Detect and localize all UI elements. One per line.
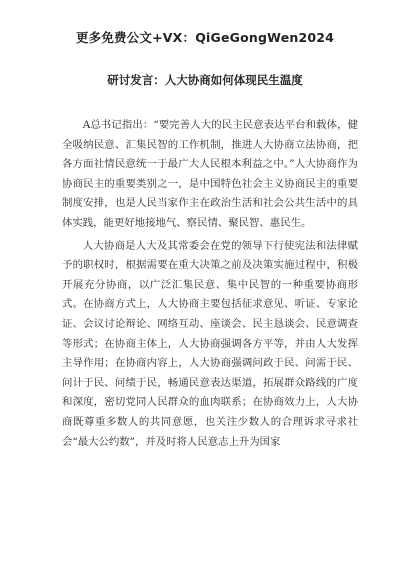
paragraph-2: 人大协商是人大及其常委会在党的领导下行使宪法和法律赋予的职权时，根据需要在重大决策之前及决策实施过程中，积极开展充分协商，以广泛汇集民意、集中民智的一种重要协商形式。在协商方式上，人大协商主要包括征求意见、听证、专家论证、会议讨论辩论、网络互动、座谈会、民主恳谈会、民意调查等形式；在协商主体上，人大协商强调各方平等，并由人大发挥主导作用；在协商内容上，人大协商强调问政于民、问需于民、问计于民、问绩于民，畅通民意表达渠道，拓展群众路线的广度和深度，密切党同人民群众的血肉联系；在协商效力上，人大协商既尊重多数人的共同意愿，也关注少数人的合理诉求寻求社会“最大公约数”，并及时将人民意志上升为国家	[62, 239, 358, 448]
document-title: 研讨发言：人大协商如何体现民生温度	[107, 73, 303, 87]
promo-banner: 更多免费公文+VX：QiGeGongWen2024	[75, 30, 335, 45]
document-body	[62, 116, 358, 452]
paragraph-1: A总书记指出：“要完善人大的民主民意表达平台和载体，健全吸纳民意、汇集民智的工作机制，推进人大协商立法协商，把各方面社情民意统一于最广大人民根本利益之中。”人大协商作为协商民主的重要类别之一，是中国特色社会主义协商民主的重要制度安排，也是人民当家作主在政治生活和社会公共生活中的具体实践，能更好地接地气、察民情、聚民智、惠民生。	[62, 119, 358, 229]
